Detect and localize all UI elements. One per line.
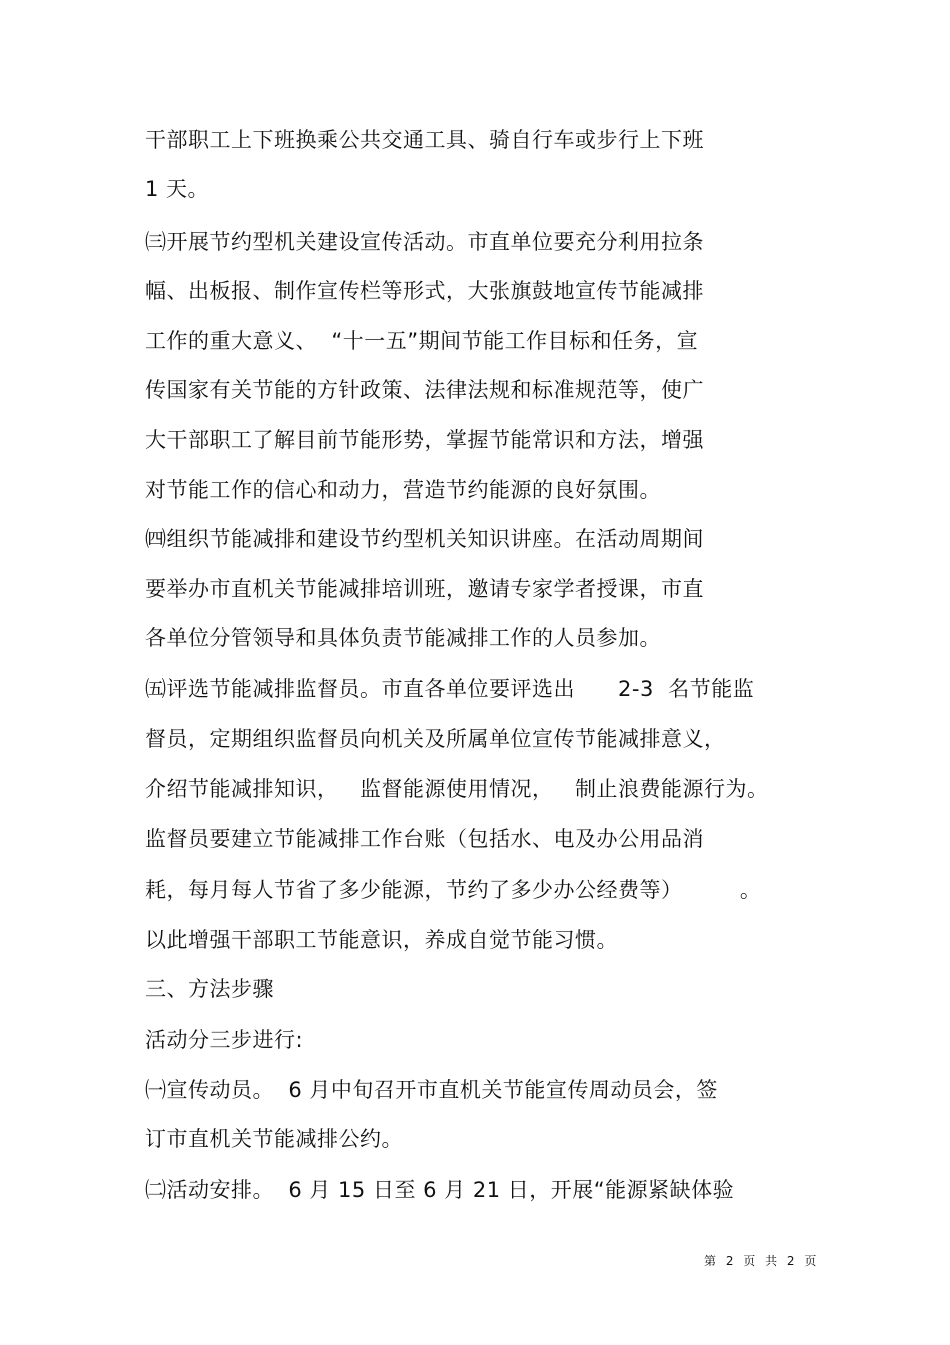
- text-line: 干部职工上下班换乘公共交通工具、骑自行车或步行上下班: [145, 128, 704, 152]
- text-line: 活动分三步进行:: [145, 1028, 304, 1052]
- text-line: 对节能工作的信心和动力，营造节约能源的良好氛围。: [145, 478, 661, 502]
- text-line: 耗，每月每人节省了多少能源，节约了多少办公经费等） 。: [145, 878, 762, 902]
- page-number-footer: 第 2 页 共 2 页: [704, 1254, 820, 1268]
- text-line: 传国家有关节能的方针政策、法律法规和标准规范等，使广: [145, 378, 704, 402]
- text-line: 以此增强干部职工节能意识，养成自觉节能习惯。: [145, 928, 618, 952]
- text-line: 幅、出板报、制作宣传栏等形式，大张旗鼓地宣传节能减排: [145, 279, 704, 303]
- text-line: ㈣组织节能减排和建设节约型机关知识讲座。在活动周期间: [145, 527, 704, 551]
- text-line: ㈢开展节约型机关建设宣传活动。市直单位要充分利用拉条: [145, 230, 704, 254]
- text-line: 要举办市直机关节能减排培训班，邀请专家学者授课，市直: [145, 577, 704, 601]
- text-line: ㈡活动安排。 6 月 15 日至 6 月 21 日，开展“能源紧缺体验: [145, 1178, 735, 1202]
- text-line: 工作的重大意义、 “十一五”期间节能工作目标和任务，宣: [145, 329, 699, 353]
- text-line: 1 天。: [145, 177, 210, 201]
- text-line: 大干部职工了解目前节能形势，掌握节能常识和方法，增强: [145, 428, 704, 452]
- text-line: 督员，定期组织监督员向机关及所属单位宣传节能减排意义，: [145, 727, 726, 751]
- text-line: 各单位分管领导和具体负责节能减排工作的人员参加。: [145, 626, 661, 650]
- text-line: 订市直机关节能减排公约。: [145, 1127, 403, 1151]
- text-line: ㈤评选节能减排监督员。市直各单位要评选出 2-3 名节能监: [145, 677, 755, 701]
- text-line: ㈠宣传动员。 6 月中旬召开市直机关节能宣传周动员会，签: [145, 1078, 718, 1102]
- section-heading: 三、方法步骤: [145, 977, 274, 1001]
- text-line: 介绍节能减排知识， 监督能源使用情况， 制止浪费能源行为。: [145, 777, 769, 801]
- text-line: 监督员要建立节能减排工作台账（包括水、电及办公用品消: [145, 827, 704, 851]
